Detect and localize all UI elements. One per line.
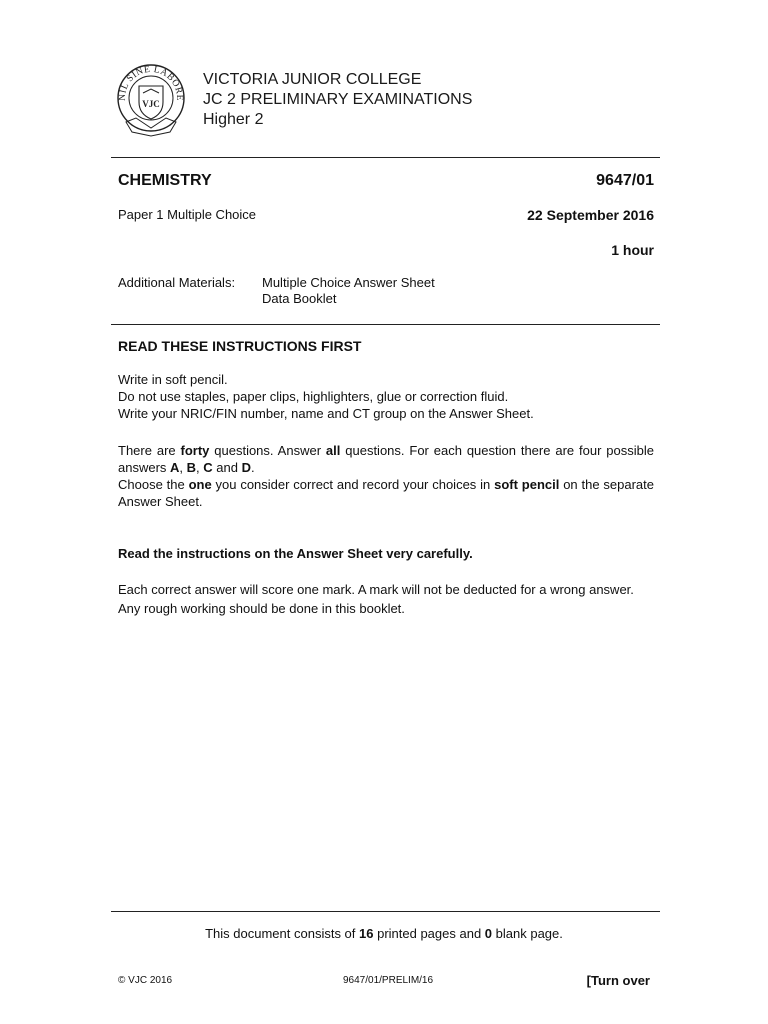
exam-level: Higher 2 — [203, 111, 264, 128]
scoring-line: Each correct answer will score one mark. A mark will not be deducted for a wrong answer. — [118, 582, 634, 597]
school-crest-logo — [116, 62, 186, 140]
svg-text:NIL SINE LABORE — [118, 65, 184, 101]
logo-initials: VJC — [142, 99, 160, 109]
school-header — [203, 70, 472, 130]
logo-motto: NIL SINE LABORE — [117, 64, 185, 102]
document-reference: 9647/01/PRELIM/16 — [343, 975, 434, 986]
answer-sheet-notice: Read the instructions on the Answer Sheet very carefully. — [118, 546, 473, 561]
instruction-line: Write your NRIC/FIN number, name and CT group on the Answer Sheet. — [118, 406, 534, 421]
instructions-heading: READ THESE INSTRUCTIONS FIRST — [118, 338, 362, 354]
scoring-info — [118, 580, 654, 618]
divider-bottom — [111, 911, 660, 912]
paper-title: Paper 1 Multiple Choice — [118, 207, 257, 222]
materials-list — [262, 275, 435, 307]
exam-name: JC 2 PRELIMINARY EXAMINATIONS — [203, 91, 473, 108]
material-item: Data Booklet — [262, 291, 337, 306]
exam-duration: 1 hour — [611, 242, 654, 258]
turn-over-label: [Turn over — [586, 973, 650, 988]
blank-pages-count: 0 — [484, 926, 493, 941]
answer-paragraph: Choose the one you consider correct and record your choices in soft pencil on the separate Answer Sheet. — [118, 477, 655, 509]
instructions-questions — [118, 442, 654, 510]
subject-title: CHEMISTRY — [118, 172, 212, 189]
paper-code: 9647/01 — [596, 172, 654, 189]
materials-label: Additional Materials: — [118, 275, 236, 290]
printed-pages-count: 16 — [359, 926, 374, 941]
questions-paragraph: There are forty questions. Answer all questions. For each question there are four possible answers A, B, C and D. — [118, 443, 654, 475]
rough-work-line: Any rough working should be done in this booklet. — [118, 601, 405, 616]
school-name: VICTORIA JUNIOR COLLEGE — [203, 71, 422, 88]
exam-date: 22 September 2016 — [527, 207, 654, 223]
material-item: Multiple Choice Answer Sheet — [262, 275, 435, 290]
instructions-writing — [118, 371, 654, 422]
copyright: © VJC 2016 — [118, 975, 173, 986]
instruction-line: Write in soft pencil. — [118, 372, 228, 387]
instruction-line: Do not use staples, paper clips, highlighters, glue or correction fluid. — [118, 389, 509, 404]
divider-middle — [111, 324, 660, 325]
divider-top — [111, 157, 660, 158]
page-count-note: This document consists of 16 printed pages and 0 blank page. — [205, 926, 563, 941]
